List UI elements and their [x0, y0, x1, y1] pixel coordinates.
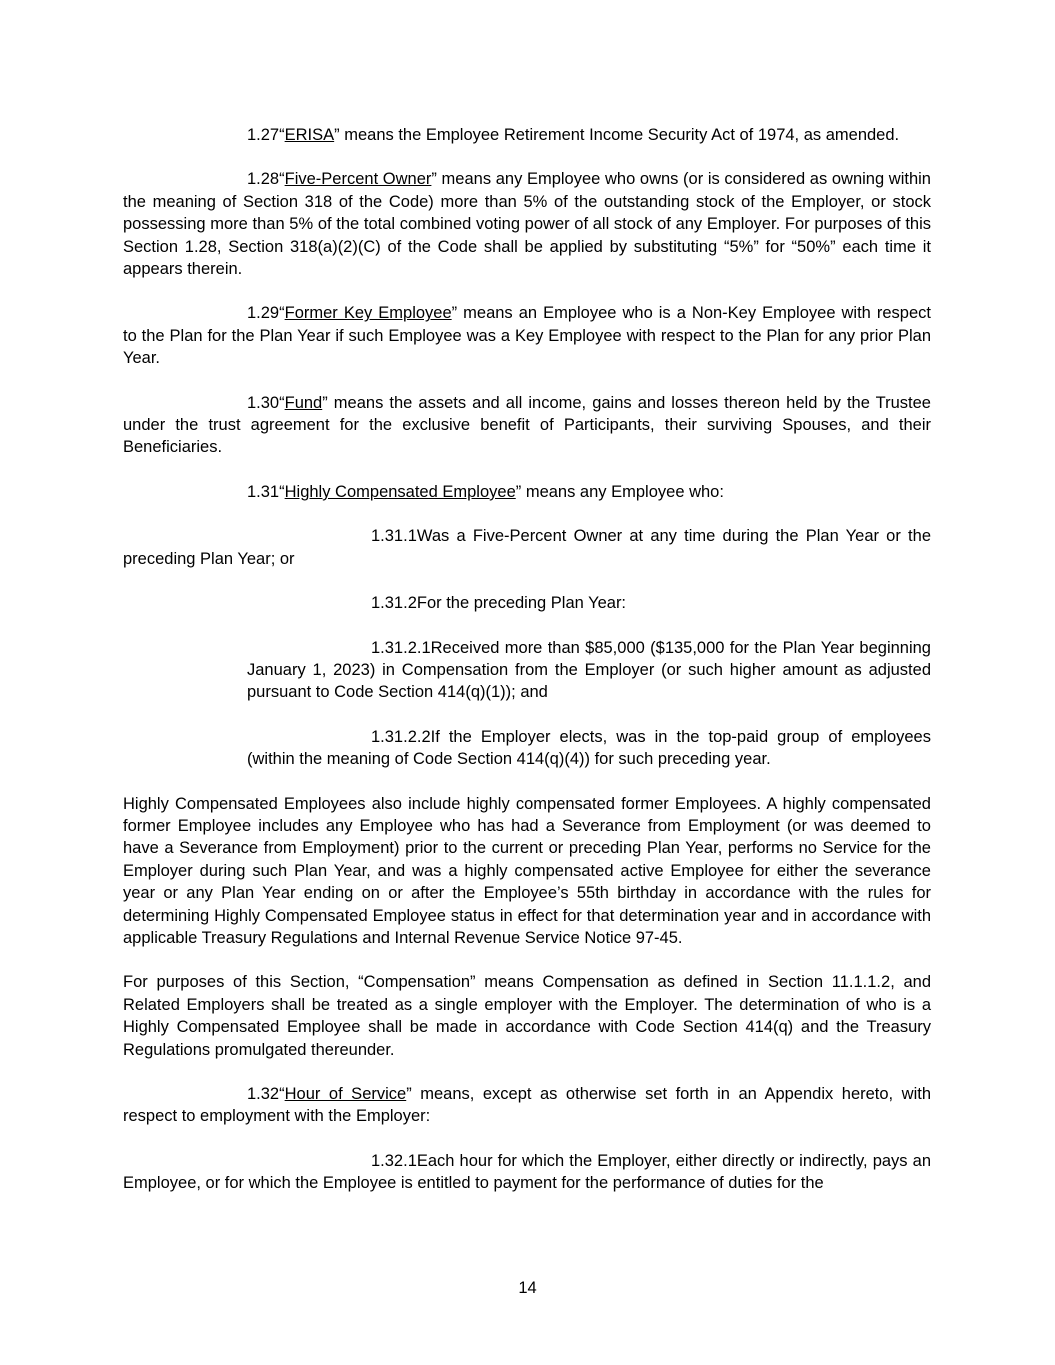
defined-term: Five-Percent Owner [284, 170, 432, 189]
section-number: 1.31 [247, 482, 280, 501]
text-run: For the preceding Plan Year: [416, 594, 627, 613]
paragraph [123, 124, 931, 146]
defined-term: Hour of Service [284, 1085, 407, 1103]
text-run: “ [279, 482, 285, 501]
document-body [123, 124, 931, 1217]
section-number: 1.32 [247, 1085, 280, 1103]
text-run: ” means any Employee who: [515, 482, 724, 501]
text-run: ” means an Employee who is a Non-Key Employee with respect to the Plan for the Plan Year if such Employee was a Key Employee with respect to the Plan for any prior Plan Year. [123, 304, 931, 368]
defined-term: Fund [284, 393, 323, 412]
paragraph [123, 525, 931, 570]
section-number: 1.31.1 [371, 527, 417, 546]
text-run: “ [279, 170, 285, 189]
paragraph [123, 392, 931, 459]
paragraph [123, 1083, 931, 1128]
text-run: “ [279, 304, 285, 323]
text-run: ” means, except as otherwise set forth in an Appendix hereto, with respect to employment with the Employer: [123, 1085, 932, 1126]
text-run: If the Employer elects, was in the top-paid group of employees (within the meaning of Code Section 414(q)(4)) for such preceding year. [247, 727, 931, 769]
section-number: 1.27 [247, 126, 280, 144]
section-number: 1.30 [247, 393, 280, 412]
text-run: “ [279, 126, 285, 144]
section-number: 1.31.2.1 [371, 638, 431, 657]
section-number: 1.31.2 [371, 594, 417, 613]
defined-term: ERISA [284, 126, 335, 144]
page-number: 14 [518, 1279, 537, 1297]
defined-term: Highly Compensated Employee [284, 482, 516, 501]
text-run: For purposes of this Section, “Compensation” means Compensation as defined in Section 11.1.1.2, and Related Employers shall be treated as a single employer with the Employer. The determination of who is a Highly Compensated Employee shall be made in accordance with Code Section 414(q) and the Treasury Regulations promulgated thereunder. [123, 973, 931, 1059]
text-run: Highly Compensated Employees also include highly compensated former Employees. A highly compensated former Employee includes any Employee who has had a Severance from Employment (or was deemed to have a Severance from Employment) prior to the current or preceding Plan Year, performs no Service for the Employer during such Plan Year, and was a highly compensated active Employee for either the severance year or any Plan Year ending on or after the Employee’s 55th birthday in accordance with the rules for determining Highly Compensated Employee status in effect for that determination year and in accordance with applicable Treasury Regulations and Internal Revenue Service Notice 97-45. [123, 794, 931, 947]
text-run: “ [279, 1085, 285, 1103]
paragraph [123, 592, 931, 614]
paragraph [123, 302, 931, 369]
text-run: ” means the Employee Retirement Income Security Act of 1974, as amended. [334, 126, 900, 144]
section-number: 1.28 [247, 170, 280, 189]
paragraph [123, 971, 931, 1061]
section-number: 1.29 [247, 304, 280, 323]
text-run: “ [279, 393, 285, 412]
paragraph [123, 1150, 931, 1195]
paragraph [123, 793, 931, 950]
paragraph [123, 481, 931, 503]
section-number: 1.31.2.2 [371, 727, 431, 746]
section-number: 1.32.1 [371, 1151, 417, 1170]
text-run: ” means any Employee who owns (or is considered as owning within the meaning of Section 318 of the Code) more than 5% of the outstanding stock of the Employer, or stock possessing more than 5% of the total combined voting power of all stock of any Employer. For purposes of this Section 1.28, Section 318(a)(2)(C) of the Code shall be applied by substituting “5%” for “50%” each time it appears therein. [123, 170, 931, 279]
paragraph [123, 168, 931, 280]
text-run: ” means the assets and all income, gains and losses thereon held by the Trustee under the trust agreement for the exclusive benefit of Participants, their surviving Spouses, and their Beneficiaries. [123, 393, 931, 457]
text-run: Each hour for which the Employer, either directly or indirectly, pays an Employee, or for which the Employee is entitled to payment for the performance of duties for the [123, 1151, 931, 1193]
paragraph [247, 726, 931, 771]
defined-term: Former Key Employee [284, 304, 452, 323]
text-run: Received more than $85,000 ($135,000 for the Plan Year beginning January 1, 2023) in Compensation from the Employer (or such higher amount as adjusted pursuant to Code Section 414(q)(1)); and [247, 638, 931, 702]
paragraph [247, 637, 931, 704]
text-run: Was a Five-Percent Owner at any time during the Plan Year or the preceding Plan Year; or [123, 527, 931, 568]
